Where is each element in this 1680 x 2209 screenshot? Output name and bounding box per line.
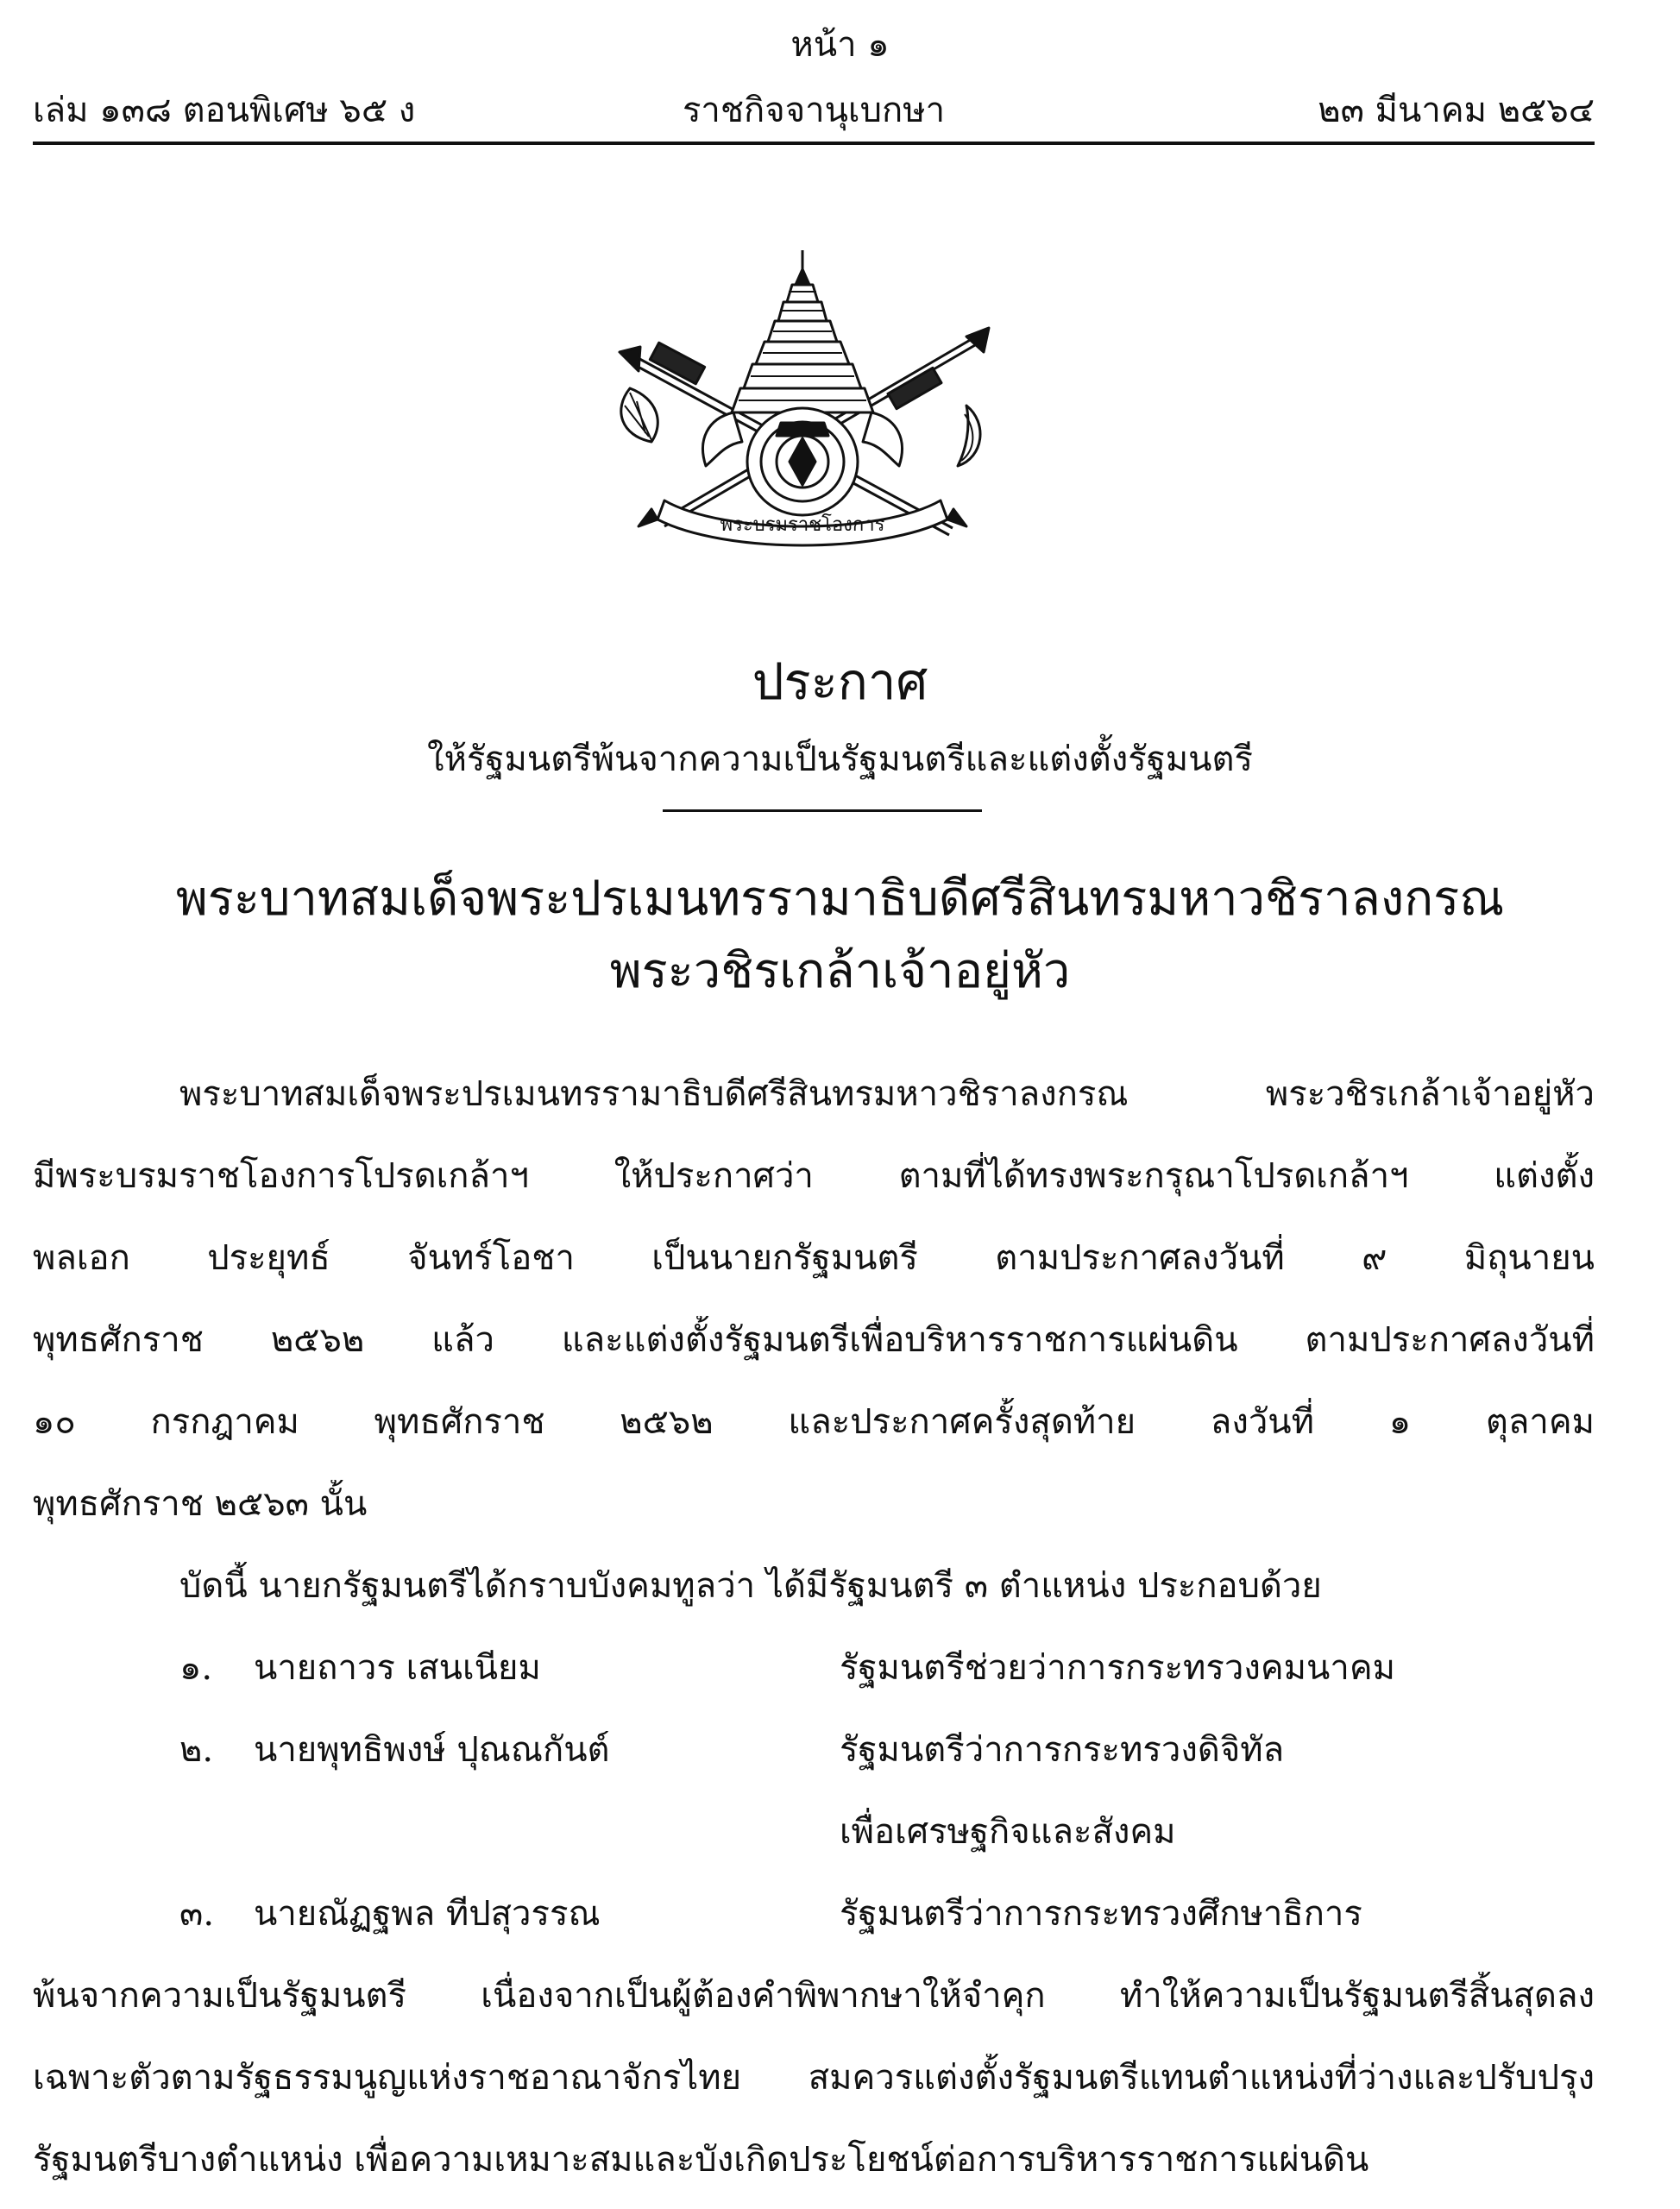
minister-list-item	[179, 1890, 1595, 1938]
announcement-subtitle: ให้รัฐมนตรีพ้นจากความเป็นรัฐมนตรีและแต่งตั้งรัฐมนตรี	[427, 739, 1253, 779]
emblem-ribbon-text: พระบรมราชโองการ	[720, 514, 885, 536]
paragraph-1-line: พุทธศักราช ๒๕๖๓ นั้น	[33, 1484, 368, 1524]
paragraph-2-intro: บัดนี้ นายกรัฐมนตรีได้กราบบังคมทูลว่า ได้มีรัฐมนตรี ๓ ตำแหน่ง ประกอบด้วย	[179, 1566, 1322, 1606]
page-number: หน้า ๑	[790, 25, 890, 65]
royal-seal-emblem-icon	[604, 250, 1001, 561]
paragraph-1-line: พุทธศักราช ๒๕๖๒ แล้ว และแต่งตั้งรัฐมนตรีเพื่อบริหารราชการแผ่นดิน ตามประกาศลงวันที่	[33, 1320, 1595, 1360]
minister-name: นายถาวร เสนเนียม	[254, 1648, 541, 1688]
gazette-name: ราชกิจจานุเบกษา	[682, 91, 946, 130]
king-name-line-2: พระวชิรเกล้าเจ้าอยู่หัว	[609, 943, 1071, 999]
announcement-title: ประกาศ	[752, 652, 928, 711]
header-divider	[33, 142, 1595, 145]
minister-position: รัฐมนตรีว่าการกระทรวงศึกษาธิการ	[840, 1894, 1362, 1934]
minister-position-cont: เพื่อเศรษฐกิจและสังคม	[840, 1812, 1176, 1852]
paragraph-3-line: เฉพาะตัวตามรัฐธรรมนูญแห่งราชอาณาจักรไทย สมควรแต่งตั้งรัฐมนตรีแทนตำแหน่งที่ว่างและปรับปรุง	[33, 2058, 1595, 2098]
paragraph-3-line: รัฐมนตรีบางตำแหน่ง เพื่อความเหมาะสมและบังเกิดประโยชน์ต่อการบริหารราชการแผ่นดิน	[33, 2140, 1369, 2180]
list-number: ๒.	[179, 1730, 214, 1770]
minister-name: นายพุทธิพงษ์ ปุณณกันต์	[254, 1730, 610, 1770]
paragraph-1-line: พระบาทสมเด็จพระปรเมนทรรามาธิบดีศรีสินทรมหาวชิราลงกรณ พระวชิรเกล้าเจ้าอยู่หัว	[179, 1074, 1595, 1114]
paragraph-1-line: พลเอก ประยุทธ์ จันทร์โอชา เป็นนายกรัฐมนตรี ตามประกาศลงวันที่ ๙ มิถุนายน	[33, 1238, 1595, 1278]
minister-position-continuation	[179, 1808, 1595, 1856]
minister-position: รัฐมนตรีช่วยว่าการกระทรวงคมนาคม	[840, 1648, 1395, 1688]
paragraph-1-line: มีพระบรมราชโองการโปรดเกล้าฯ ให้ประกาศว่า ตามที่ได้ทรงพระกรุณาโปรดเกล้าฯ แต่งตั้ง	[33, 1156, 1595, 1196]
minister-position: รัฐมนตรีว่าการกระทรวงดิจิทัล	[840, 1730, 1285, 1770]
volume-issue: เล่ม ๑๓๘ ตอนพิเศษ ๖๕ ง	[33, 91, 416, 130]
king-name-line-1: พระบาทสมเด็จพระปรเมนทรรามาธิบดีศรีสินทรมหาวชิราลงกรณ	[175, 871, 1505, 927]
title-divider	[663, 809, 982, 812]
gazette-header	[33, 86, 1595, 135]
list-number: ๑.	[179, 1648, 213, 1688]
publication-date: ๒๓ มีนาคม ๒๕๖๔	[1318, 91, 1595, 130]
minister-list-item	[179, 1644, 1595, 1692]
list-number: ๓.	[179, 1894, 215, 1934]
minister-list-item	[179, 1726, 1595, 1774]
king-name-heading	[0, 863, 1680, 1008]
paragraph-3-line: พ้นจากความเป็นรัฐมนตรี เนื่องจากเป็นผู้ต้องคำพิพากษาให้จำคุก ทำให้ความเป็นรัฐมนตรีสิ้นสุดลง	[33, 1976, 1595, 2016]
paragraph-1-line: ๑๐ กรกฎาคม พุทธศักราช ๒๕๖๒ และประกาศครั้งสุดท้าย ลงวันที่ ๑ ตุลาคม	[33, 1402, 1595, 1442]
minister-name: นายณัฏฐพล ทีปสุวรรณ	[254, 1894, 601, 1934]
